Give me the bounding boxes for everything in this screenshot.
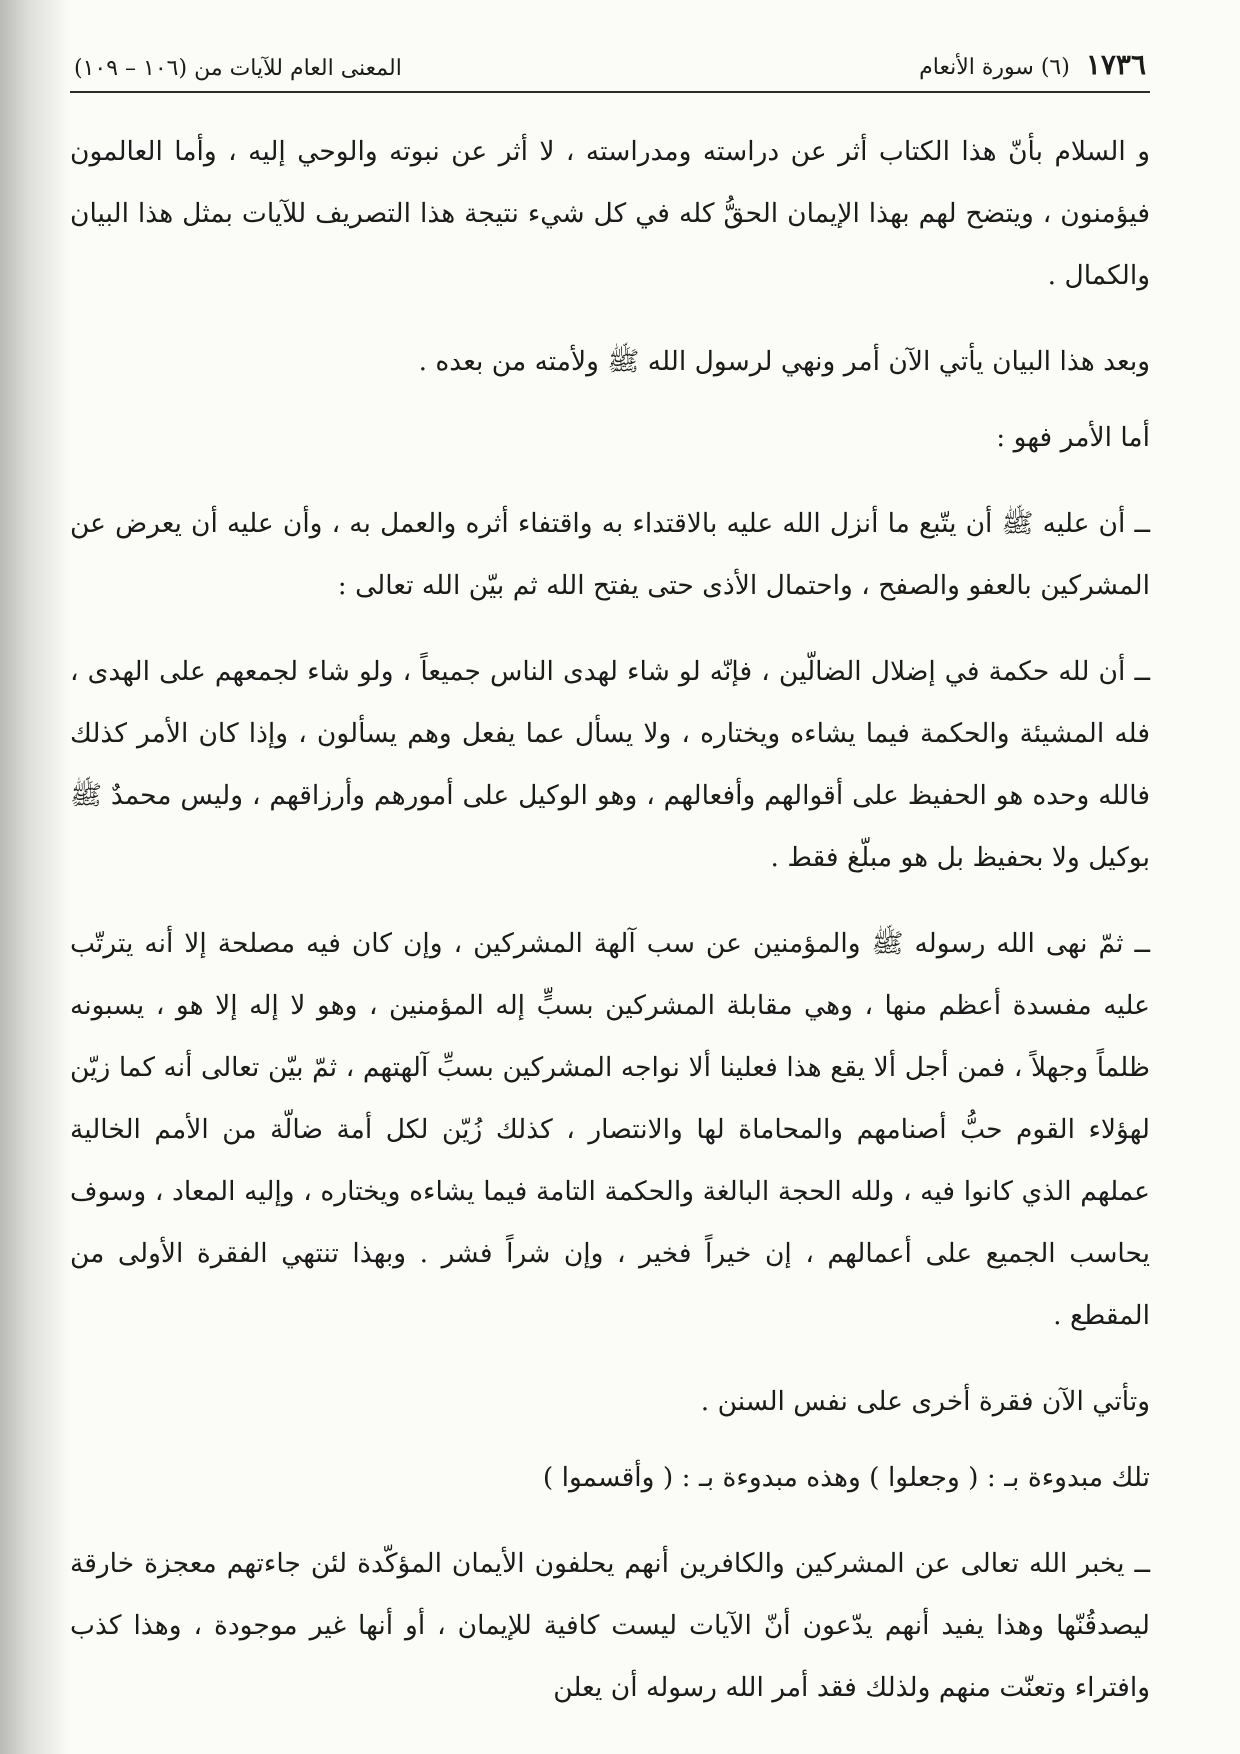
paragraph-3: أما الأمر فهو : [996,422,1150,453]
paragraph-6: ــ ثمّ نهى الله رسوله ﷺ والمؤمنين عن سب آلهة المشركين ، وإن كان فيه مصلحة إلا أنه يترتّب عليه مفسدة أعظم منها ، وهي مقابلة المشركين بسبٍّ إله المؤمنين ، وهو لا إله إلا هو ، يسبونه ظلماً وجهلاً ، فمن أجل ألا يقع هذا فعلينا ألا نواجه المشركين بسبِّ آلهتهم ، ثمّ بيّن تعالى أنه كما زيّن لهؤلاء القوم حبُّ أصنامهم والمحاماة لها والانتصار ، كذلك زُيّن لكل أمة ضالّة من الأمم الخالية عملهم الذي كانوا فيه ، ولله الحجة البالغة والحكمة التامة فيما يشاءه ويختاره ، وإليه المعاد ، وسوف يحاسب الجميع على أعمالهم ، إن خيراً فخير ، وإن شراً فشر . وبهذا تنتهي الفقرة الأولى من المقطع . [70,928,1150,1331]
paragraph-9: ــ يخبر الله تعالى عن المشركين والكافرين أنهم يحلفون الأيمان المؤكّدة لئن جاءتهم معجزة خارقة ليصدقُنّها وهذا يفيد أنهم يدّعون أنّ الآيات ليست كافية للإيمان ، أو أنها غير موجودة ، وهذا كذب وافتراء وتعنّت منهم ولذلك فقد أمر الله رسوله أن يعلن [70,1548,1150,1703]
page-header [70,48,1150,93]
paragraph-5: ــ أن لله حكمة في إضلال الضالّين ، فإنّه لو شاء لهدى الناس جميعاً ، ولو شاء لجمعهم على الهدى ، فله المشيئة والحكمة فيما يشاءه ويختاره ، ولا يسأل عما يفعل وهم يسألون ، وإذا كان الأمر كذلك فالله وحده هو الحفيظ على أقوالهم وأفعالهم ، وهو الوكيل على أمورهم وأرزاقهم ، وليس محمدٌ ﷺ بوكيل ولا بحفيظ بل هو مبلّغ فقط . [70,656,1150,873]
section-title: المعنى العام للآيات من (١٠٦ – ١٠٩) [74,56,402,81]
page-body [70,121,1150,1719]
surah-label: (٦) سورة الأنعام [919,55,1070,80]
paragraph-4: ــ أن عليه ﷺ أن يتّبع ما أنزل الله عليه بالاقتداء به واقتفاء أثره والعمل به ، وأن عليه أن يعرض عن المشركين بالعفو والصفح ، واحتمال الأذى حتى يفتح الله ثم بيّن الله تعالى : [70,508,1150,601]
paragraph-7: وتأتي الآن فقرة أخرى على نفس السنن . [700,1386,1150,1417]
book-page [70,48,1150,1743]
header-right [919,48,1146,81]
scan-binding-shadow [0,0,70,1754]
paragraph-1: و السلام بأنّ هذا الكتاب أثر عن دراسته ومدراسته ، لا أثر عن نبوته والوحي إليه ، وأما العالمون فيؤمنون ، ويتضح لهم بهذا الإيمان الحقُّ كله في كل شيء نتيجة هذا التصريف للآيات بمثل هذا البيان والكمال . [70,136,1150,291]
paragraph-2: وبعد هذا البيان يأتي الآن أمر ونهي لرسول الله ﷺ ولأمته من بعده . [418,346,1150,377]
paragraph-8: تلك مبدوءة بـ : ( وجعلوا ) وهذه مبدوءة بـ : ( وأقسموا ) [542,1462,1150,1493]
page-number: ١٧٣٦ [1085,48,1146,81]
